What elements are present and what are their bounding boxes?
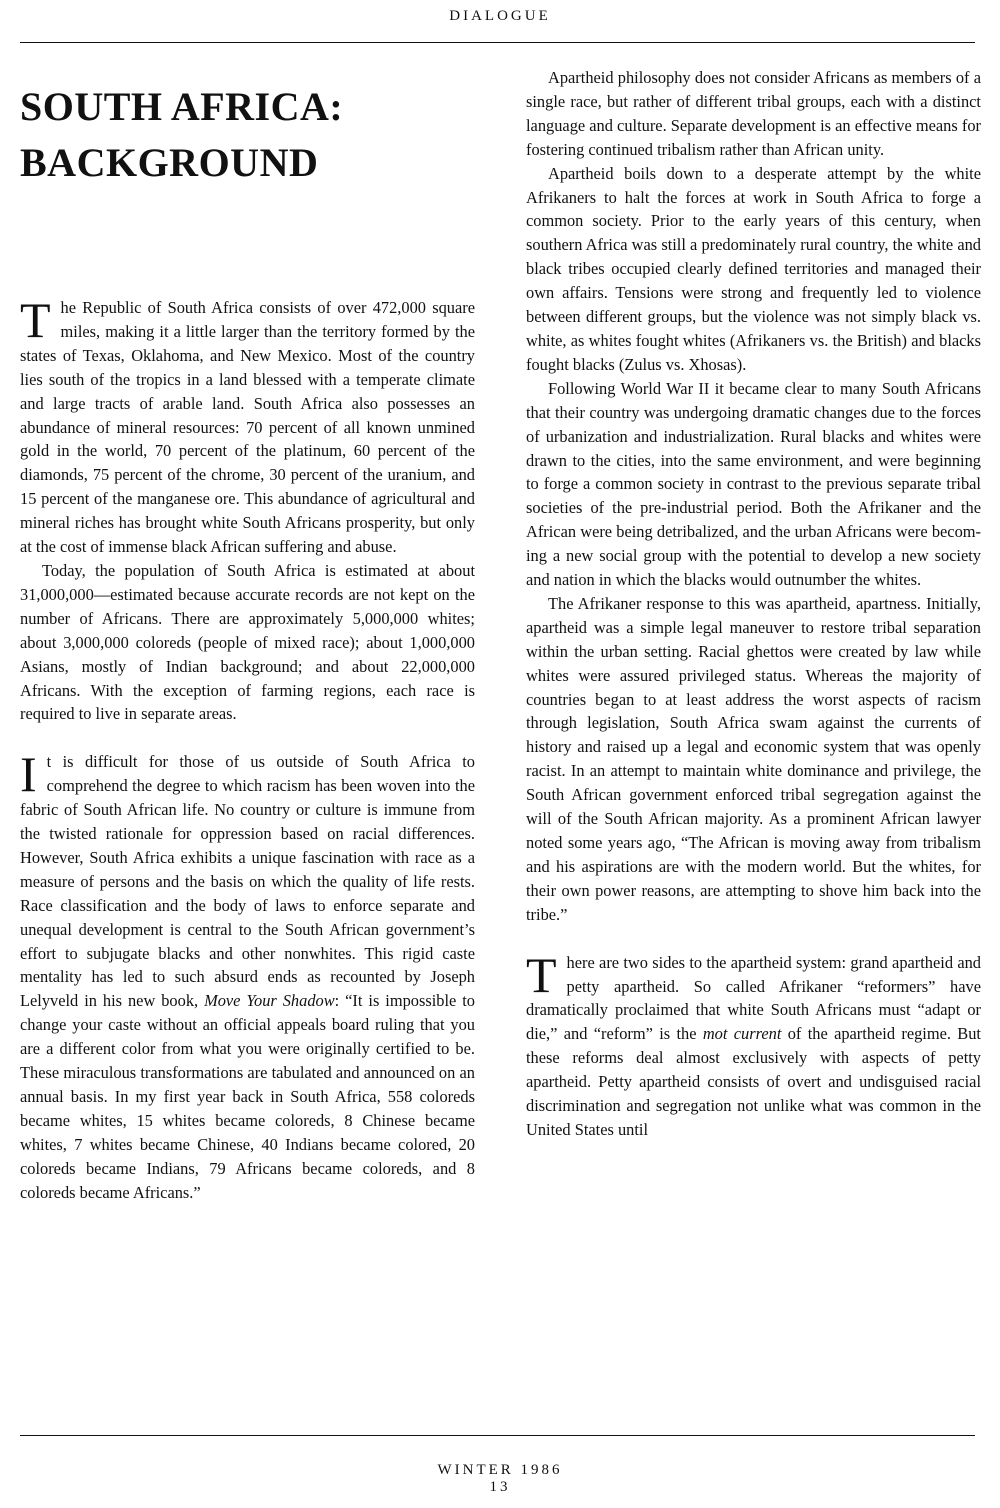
paragraph-text: t is difficult for those of us outside of South Africa to comprehend the degree to which racism has been woven into the fabric of South African life. No country or culture is immune from the twisted rationale for oppression based on racial differences. However, South Africa exhibits a unique fascination with race as a measure of persons and the basis on which the quality of life rests. Race classification and the body of laws to enforce separate and unequal development is central to the South African government’s effort to subjugate blacks and other nonwhites. This rigid caste mentality has led to such absurd ends as recounted by Joseph Lelyveld in his new book, — [20, 752, 475, 1011]
paragraph-text: : “It is impossible to change your caste without an official appeals board ruling that you are a different color from what you were originally certified to be. These miraculous transformations are tabulated and announced on an annual basis. In my first year back in South Africa, 558 coloreds became whites, 15 whites became coloreds, 8 Chinese became whites, 7 whites became Chinese, 40 Indians became colored, 20 coloreds became Indians, 79 Africans became coloreds, and 8 coloreds became Africans.” — [20, 991, 475, 1202]
drop-cap: T — [526, 946, 557, 1003]
paragraph — [526, 946, 981, 1142]
title-line-2: BACKGROUND — [20, 140, 319, 185]
section-spacer — [526, 927, 981, 951]
paragraph — [20, 292, 475, 559]
paragraph: Apartheid boils down to a desperate attempt by the white Afrikaners to halt the forces at work in South Africa to forge a common society. Prior to the early years of this century, when southern Africa was still a predominately rural country, the white and black tribes occupied clearly defined territories and managed their own affairs. Tensions were strong and frequently led to violence between different groups, but the violence was not simply black vs. white, as whites fought whites (Afrikaners vs. the British) and blacks fought blacks (Zulus vs. Xhosas). — [526, 163, 981, 374]
bottom-rule — [20, 1435, 975, 1436]
drop-cap: I — [20, 746, 37, 803]
page-footer — [0, 1462, 1000, 1496]
title-line-1: SOUTH AFRICA: — [20, 84, 344, 129]
drop-cap: T — [20, 292, 51, 348]
paragraph: Apartheid philosophy does not consider Africans as members of a single race, but rather of different tribal groups, each with a distinct language and culture. Separate development is an effective means for fostering continued tribalism rather than African unity. — [526, 68, 981, 159]
top-rule — [20, 42, 975, 43]
running-head: DIALOGUE — [449, 8, 551, 24]
paragraph-text: here are two sides to the apartheid system: grand apartheid and petty apartheid. So called Afrikaner “reformers” have dramatically proclaimed that white South Africans must “adapt or die,” and “reform” is the — [526, 952, 981, 1044]
paragraph: Today, the population of South Africa is estimated at about 31,000,000—estimated because accurate records are not kept on the number of Africans. There are approximately 5,000,000 whites; about 3,000,000 coloreds (people of mixed race); about 1,000,000 Asians, mostly of Indian background; and about 22,000,000 Africans. With the exception of farming regions, each race is required to live in separate areas. — [20, 560, 475, 724]
book-title: Move Your Shadow — [204, 991, 335, 1011]
paragraph-text: he Republic of South Africa consists of over 472,000 square miles, making it a little larger than the territory formed by the states of Texas, Oklahoma, and New Mexico. Most of the country lies south of the tropics in a land blessed with a temperate climate and large tracts of arable land. South Africa also possesses an abundance of mineral resources: 70 percent of all known unmined gold in the world, 70 percent of the platinum, 60 percent of the diamonds, 75 percent of the chrome, 30 percent of the uranium, and 15 percent of the manganese ore. This abundance of agricultural and mineral riches has brought white South Africans prosperity, but only at the cost of immense black African suffering and abuse. — [20, 298, 475, 557]
title-spacer — [20, 191, 475, 296]
issue-date: WINTER 1986 — [437, 1462, 563, 1478]
article-title — [20, 79, 475, 191]
right-column — [526, 66, 981, 1142]
page-number: 13 — [489, 1479, 511, 1495]
section-spacer — [20, 726, 475, 750]
paragraph: The Afrikaner response to this was apartheid, apartness. Initially, apartheid was a simple legal maneuver to restore tribal separation within the urban setting. Racial ghettos were created by law while whites were assured privileged status. Whereas the majority of countries began to at least address the worst aspects of racism through legislation, South Africa swam against the currents of history and raised up a legal and economic system that was openly racist. In an attempt to maintain white dominance and privilege, the South African government enforced tribal segregation against the will of the South African majority. As a prominent African lawyer noted some years ago, “The African is moving away from tribalism and his aspirations are with the modern world. But the whites, for their own power reasons, are attempting to shove him back into the tribe.” — [526, 593, 981, 924]
paragraph-text: of the apartheid regime. But these reforms deal almost exclusively with aspects of petty apartheid. Petty apartheid consists of overt and undisguised racial discrimination and segregation not unlike what was common in the United States until — [526, 1024, 981, 1139]
paragraph: Following World War II it became clear to many South Africans that their country was undergoing dramatic changes due to the forces of urbanization and industrialization. Rural blacks and whites were drawn to the cities, into the same environment, and were beginning to forge a common society in contrast to the previous separate tribal societies of the pre-industrial period. Both the Afrikaner and the African were being detribalized, and the urban Africans were becoming a new social group with the potential to develop a new society and nation in which the blacks would outnumber the whites. — [526, 378, 981, 590]
left-column — [20, 66, 475, 1205]
emphasis: mot current — [702, 1024, 782, 1044]
paragraph — [20, 746, 475, 1204]
